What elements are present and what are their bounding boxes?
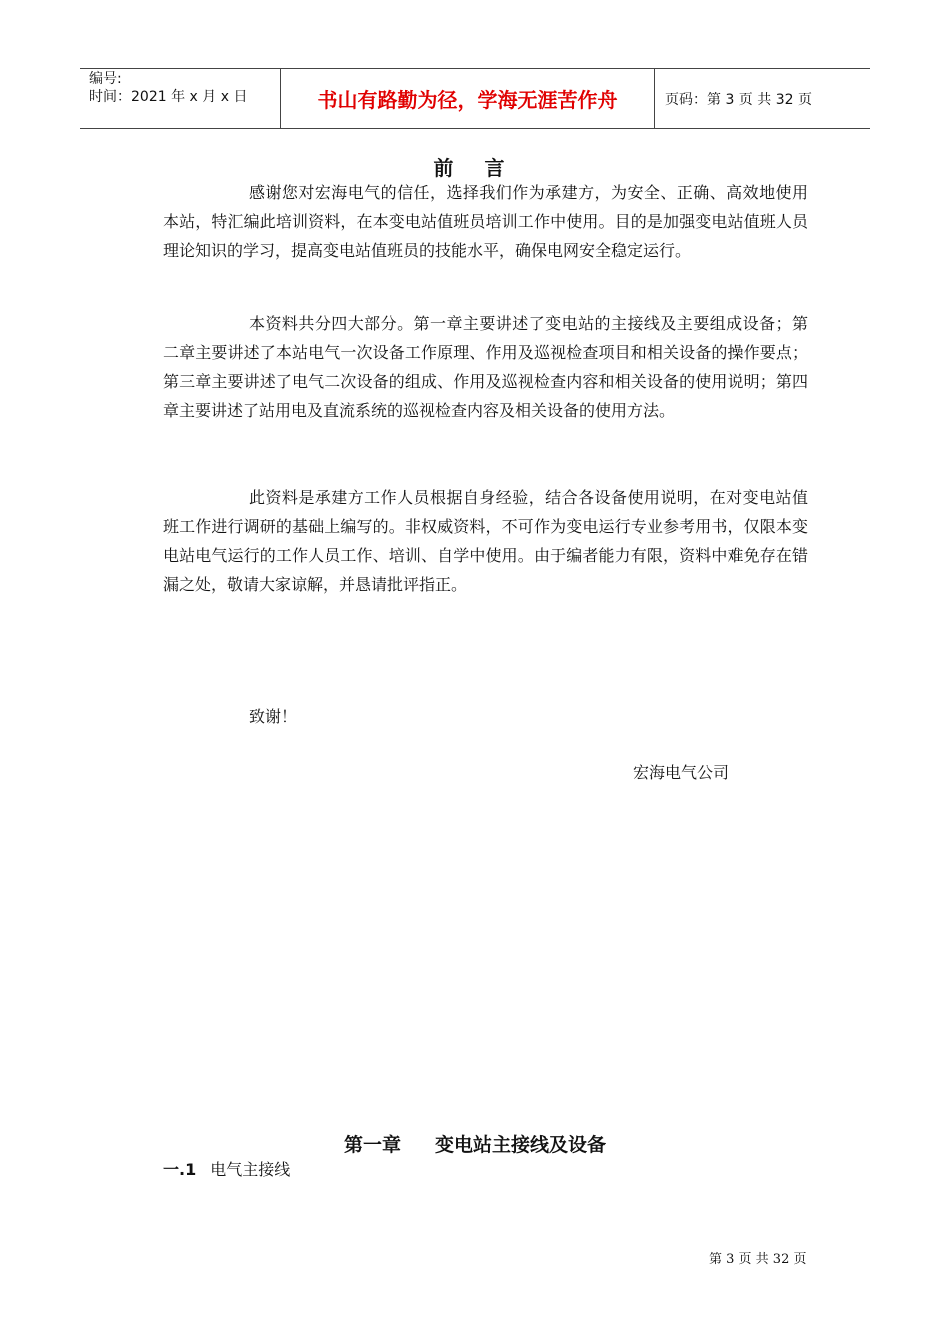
page-footer: 第 3 页 共 32 页: [709, 1252, 807, 1267]
chapter-heading: [0, 1130, 950, 1157]
chapter-number: 第一章: [343, 1134, 401, 1156]
preface-title: 前 言: [433, 156, 517, 180]
section-title: 电气主接线: [210, 1160, 291, 1179]
page-header: [80, 68, 870, 129]
header-meta: [80, 69, 281, 128]
preface-paragraph-1: 感谢您对宏海电气的信任，选择我们作为承建方，为安全、正确、高效地使用本站，特汇编此培训资料，在本变电站值班员培训工作中使用。目的是加强变电站值班人员理论知识的学习，提高变电站值班员的技能水平，确保电网安全稳定运行。: [163, 183, 808, 260]
preface-thanks: 致谢！: [249, 707, 298, 726]
section-number: 一.1: [163, 1160, 197, 1179]
preface-signature: 宏海电气公司: [633, 763, 730, 782]
preface-paragraph-3: 此资料是承建方工作人员根据自身经验，结合各设备使用说明，在对变电站值班工作进行调研的基础上编写的。非权威资料，不可作为变电运行专业参考用书，仅限本变电站电气运行的工作人员工作、培训、自学中使用。由于编者能力有限，资料中难免存在错漏之处，敬请大家谅解，并恳请批评指正。: [163, 488, 808, 594]
section-heading: [163, 1157, 290, 1180]
chapter-title: 变电站主接线及设备: [435, 1134, 607, 1156]
document-number-label: 编号:: [89, 71, 122, 87]
document-date: 时间：2021 年 x 月 x 日: [89, 89, 248, 105]
header-page-info: 页码：第 3 页 共 32 页: [665, 91, 812, 108]
header-motto: 书山有路勤为径，学海无涯苦作舟: [281, 69, 655, 128]
preface-paragraph-2: 本资料共分四大部分。第一章主要讲述了变电站的主接线及主要组成设备；第二章主要讲述了本站电气一次设备工作原理、作用及巡视检查项目和相关设备的操作要点；第三章主要讲述了电气二次设备的组成、作用及巡视检查内容和相关设备的使用说明；第四章主要讲述了站用电及直流系统的巡视检查内容及相关设备的使用方法。: [163, 314, 808, 420]
